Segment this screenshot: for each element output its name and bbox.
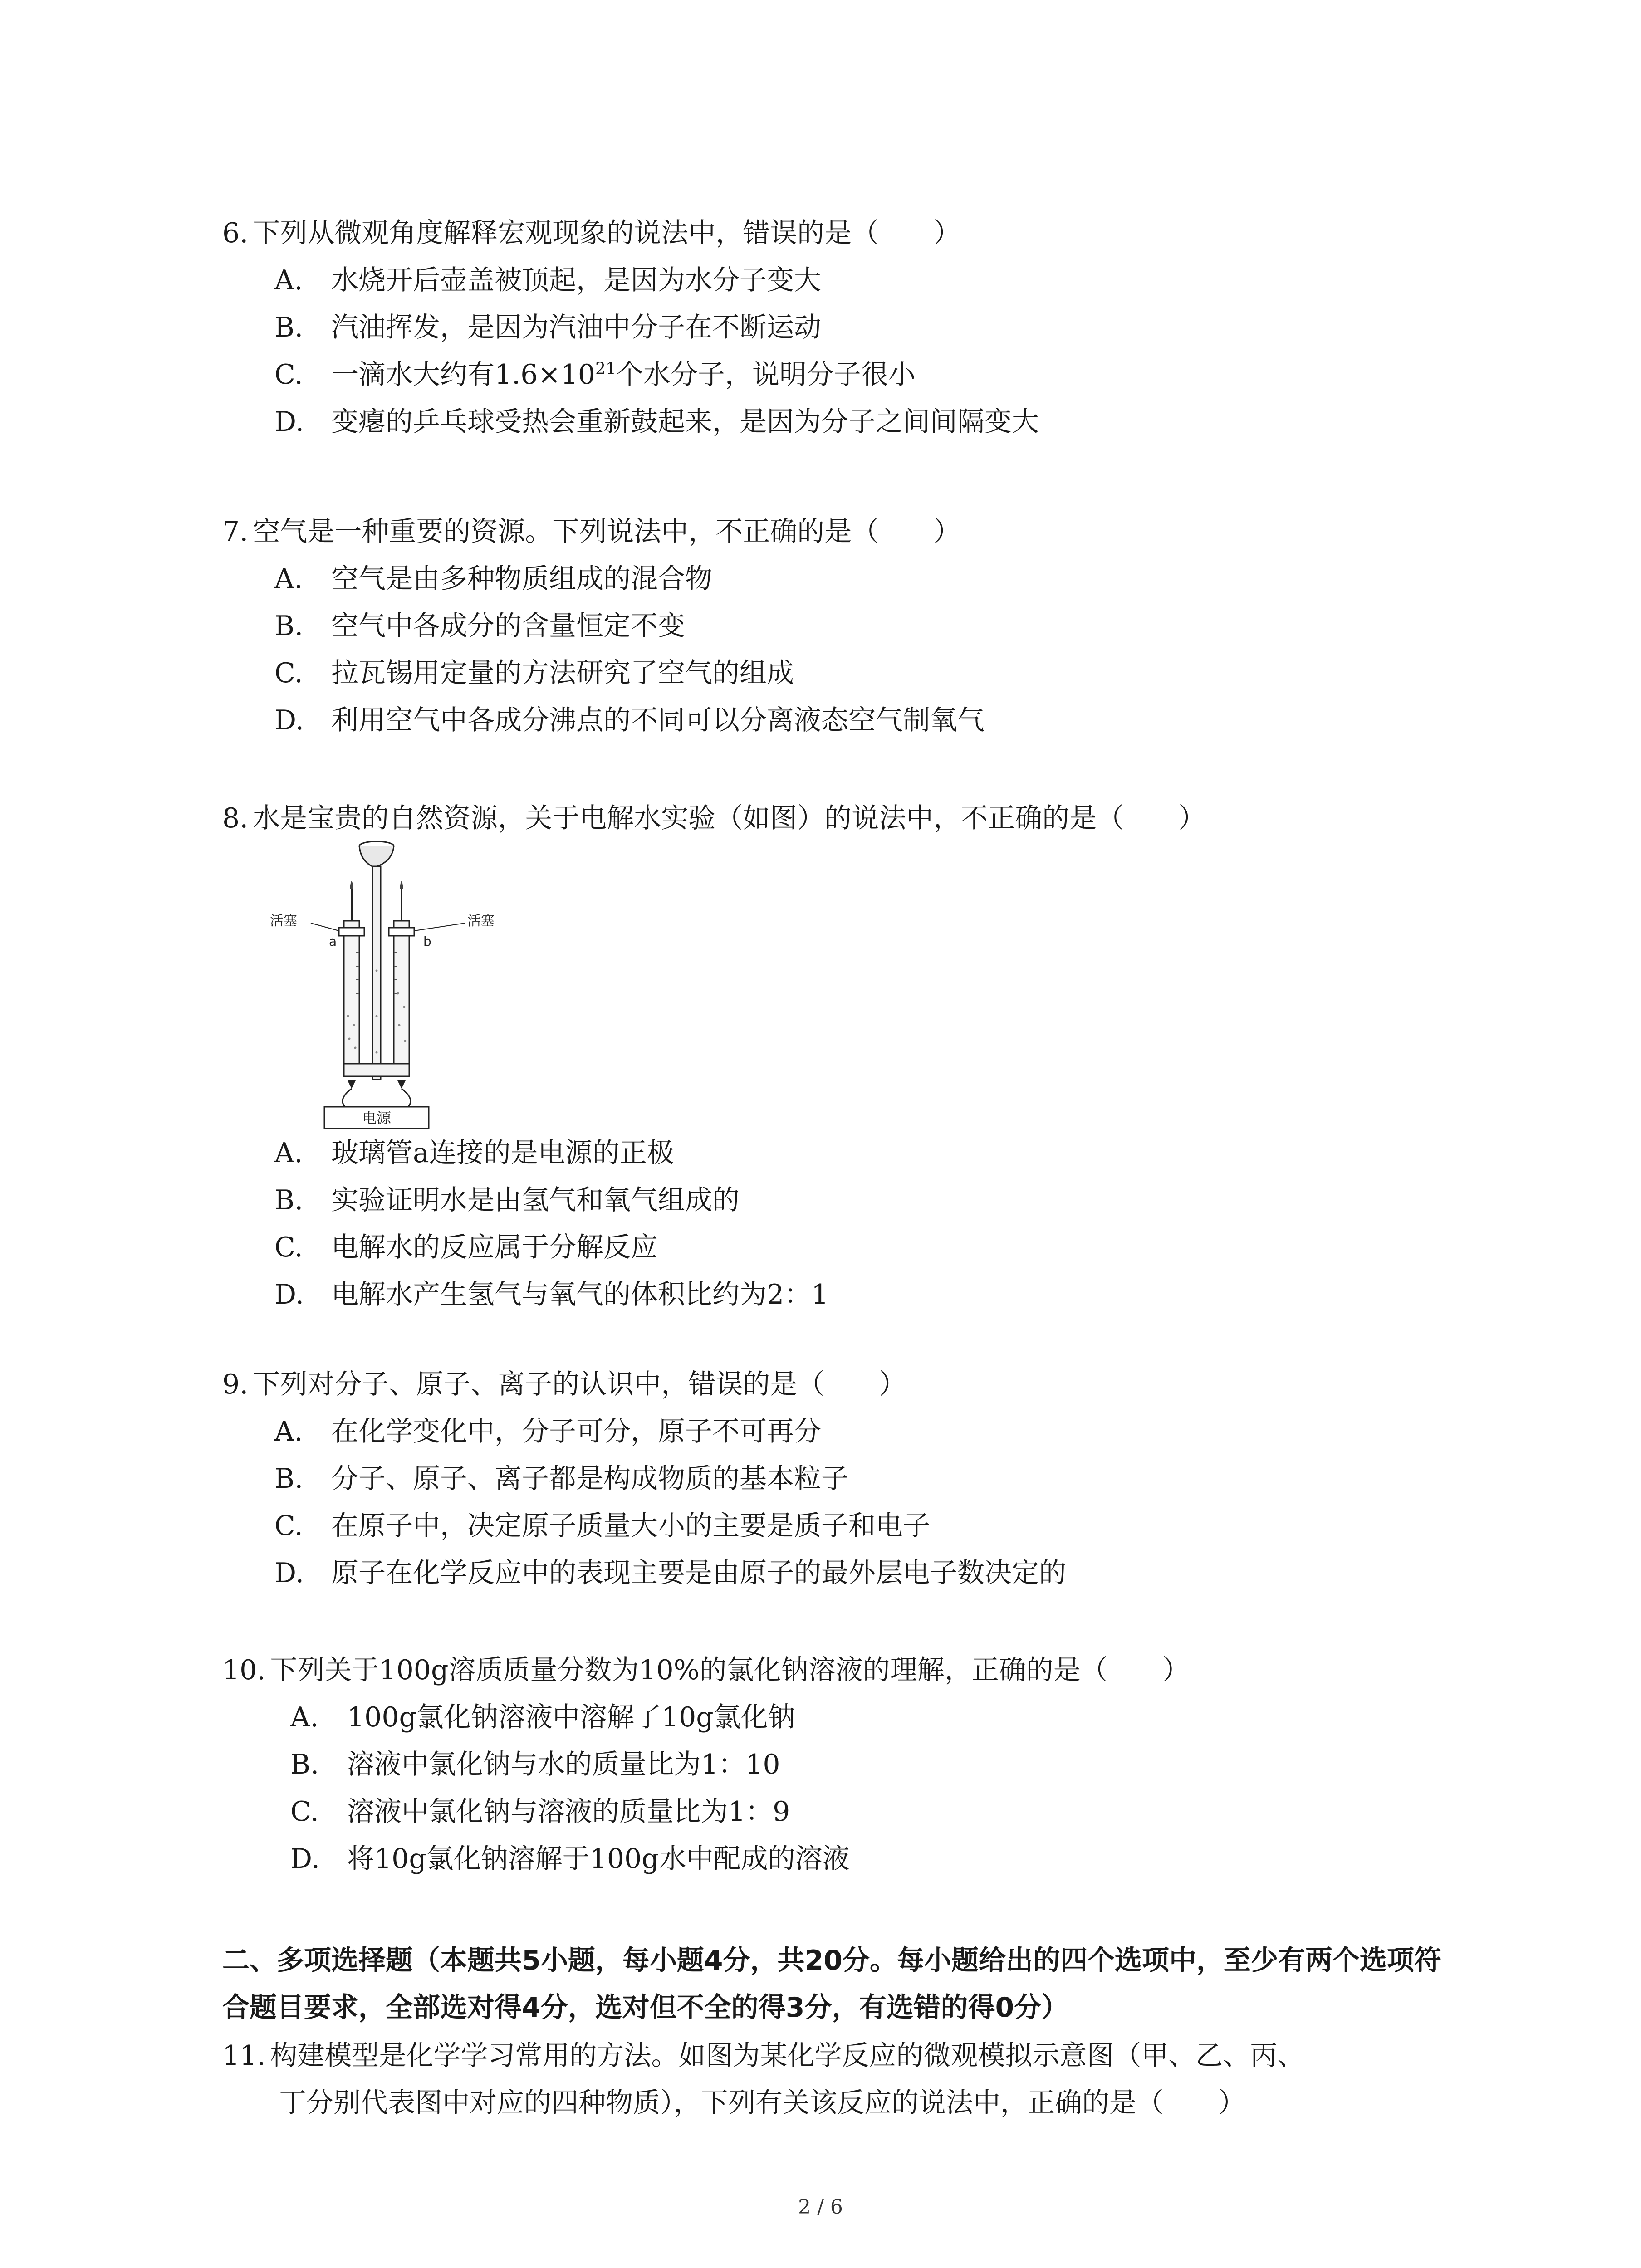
right-stopcock-label: 活塞 bbox=[467, 913, 495, 929]
question-number: 6. bbox=[222, 217, 249, 249]
question-10 bbox=[222, 1647, 1190, 1882]
option-b: B. 汽油挥发，是因为汽油中分子在不断运动 bbox=[274, 312, 821, 343]
option-b: B. 实验证明水是由氢气和氧气组成的 bbox=[274, 1184, 740, 1216]
option-c: C. 拉瓦锡用定量的方法研究了空气的组成 bbox=[274, 657, 794, 689]
question-stem: 下列从微观角度解释宏观现象的说法中，错误的是（ ） bbox=[253, 217, 961, 249]
electrolysis-apparatus-figure bbox=[261, 835, 515, 1129]
option-b: B. 空气中各成分的含量恒定不变 bbox=[274, 610, 685, 642]
question-number: 7. bbox=[222, 516, 249, 547]
question-7 bbox=[222, 508, 985, 744]
option-c: C. 一滴水大约有$1.6\times 10^{21}$个水分子，说明分子很小 bbox=[274, 359, 916, 391]
question-9 bbox=[222, 1361, 1066, 1597]
option-d: D. 变瘪的乒乓球受热会重新鼓起来，是因为分子之间间隔变大 bbox=[274, 406, 1039, 438]
option-d: D. 原子在化学反应中的表现主要是由原子的最外层电子数决定的 bbox=[274, 1557, 1066, 1589]
question-number: 9. bbox=[222, 1369, 249, 1400]
tube-b-label: b bbox=[423, 934, 431, 949]
option-a: A. 水烧开后壶盖被顶起，是因为水分子变大 bbox=[274, 264, 821, 296]
page-number: 2 / 6 bbox=[798, 2195, 843, 2219]
section-title-multiple-choice: 二、多项选择题（本题共5小题，每小题4分，共20分。每小题给出的四个选项中，至少有两个选项符合题目要求，全部选对得4分，选对但不全的得3分，有选错的得0分） bbox=[222, 1945, 1441, 2024]
option-a: A. 空气是由多种物质组成的混合物 bbox=[274, 563, 712, 595]
question-stem-line1: 构建模型是化学学习常用的方法。如图为某化学反应的微观模拟示意图（甲、乙、丙、 bbox=[270, 2040, 1305, 2072]
left-stopcock-label: 活塞 bbox=[270, 913, 297, 929]
question-8-options bbox=[222, 1129, 828, 1318]
question-stem: 下列关于100g溶质质量分数为10%的氯化钠溶液的理解，正确的是（ ） bbox=[270, 1654, 1190, 1686]
option-a: A. 在化学变化中，分子可分，原子不可再分 bbox=[274, 1416, 821, 1447]
option-a: A. 玻璃管a连接的是电源的正极 bbox=[274, 1137, 674, 1169]
option-d: D. 将10g氯化钠溶解于100g水中配成的溶液 bbox=[290, 1843, 850, 1875]
option-d: D. 电解水产生氢气与氧气的体积比约为2：1 bbox=[274, 1279, 829, 1310]
question-6 bbox=[222, 210, 1039, 445]
question-number: 10. bbox=[222, 1654, 266, 1686]
question-stem-line2: 丁分别代表图中对应的四种物质），下列有关该反应的说法中，正确的是（ ） bbox=[279, 2087, 1245, 2119]
option-c: C. 在原子中，决定原子质量大小的主要是质子和电子 bbox=[274, 1510, 930, 1542]
question-11 bbox=[222, 2032, 1447, 2126]
power-label: 电源 bbox=[362, 1110, 392, 1127]
option-b: B. 分子、原子、离子都是构成物质的基本粒子 bbox=[274, 1463, 848, 1495]
question-stem: 水是宝贵的自然资源，关于电解水实验（如图）的说法中，不正确的是（ ） bbox=[253, 802, 1206, 834]
question-number: 11. bbox=[222, 2040, 266, 2072]
question-number: 8. bbox=[222, 802, 249, 834]
option-b: B. 溶液中氯化钠与水的质量比为1：10 bbox=[290, 1749, 780, 1780]
option-c: C. 电解水的反应属于分解反应 bbox=[274, 1232, 658, 1263]
question-stem: 下列对分子、原子、离子的认识中，错误的是（ ） bbox=[253, 1369, 906, 1400]
question-stem: 空气是一种重要的资源。下列说法中，不正确的是（ ） bbox=[253, 516, 961, 547]
option-a: A. 100g氯化钠溶液中溶解了10g氯化钠 bbox=[290, 1701, 795, 1733]
option-c: C. 溶液中氯化钠与溶液的质量比为1：9 bbox=[290, 1796, 790, 1828]
option-d: D. 利用空气中各成分沸点的不同可以分离液态空气制氧气 bbox=[274, 704, 985, 736]
tube-a-label: a bbox=[329, 934, 337, 949]
